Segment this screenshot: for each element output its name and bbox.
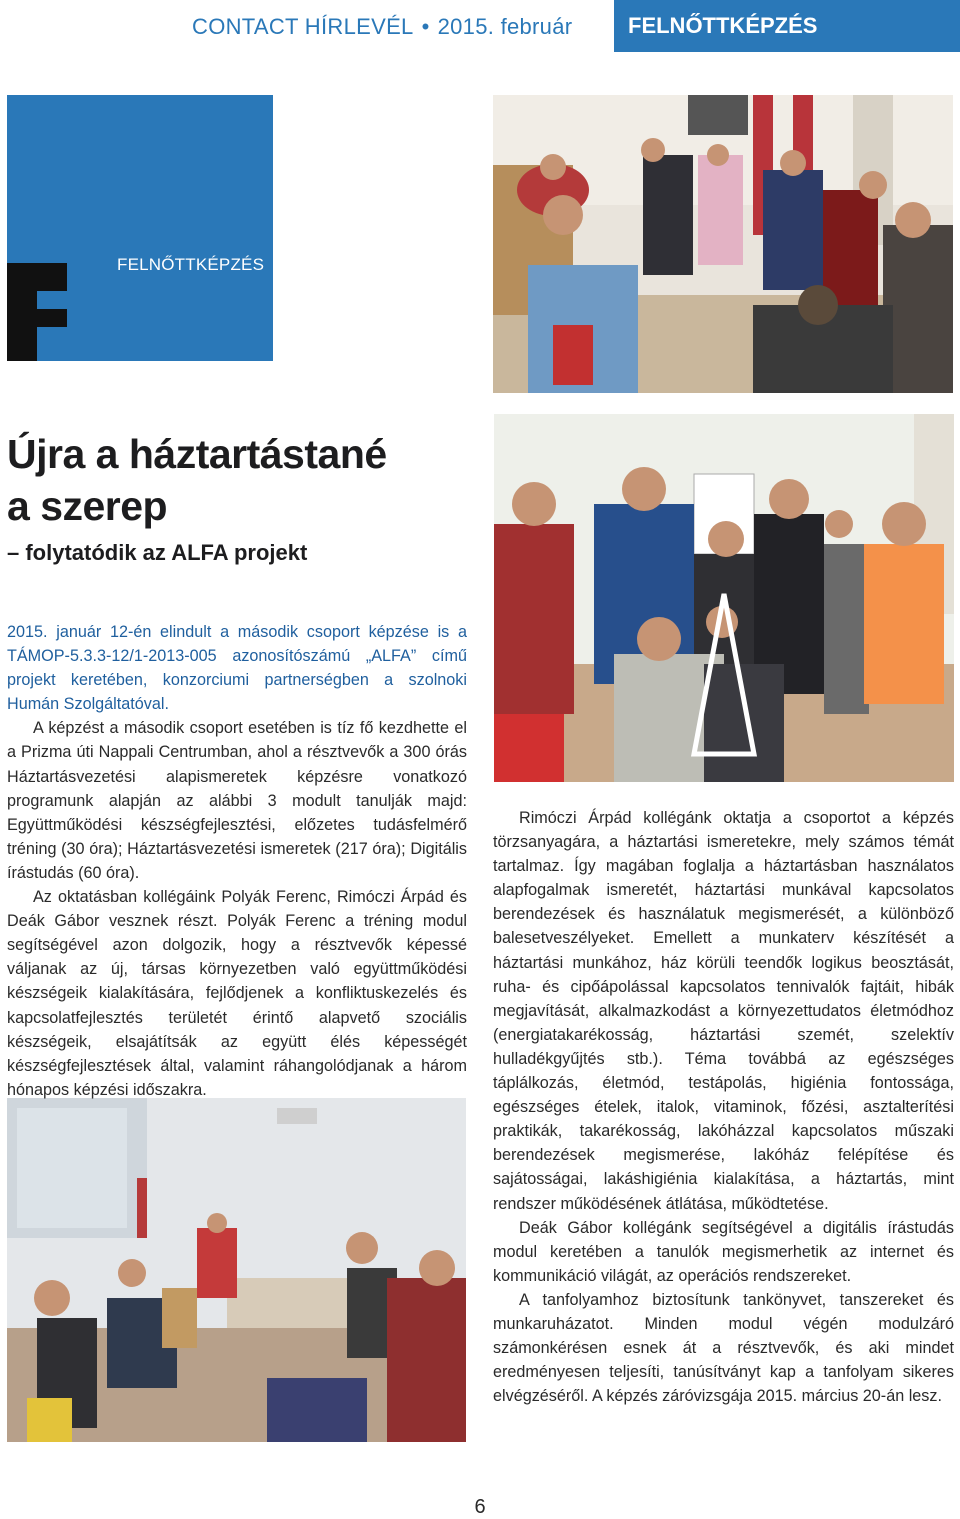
article-subtitle: – folytatódik az ALFA projekt	[7, 540, 308, 565]
right-column	[493, 806, 954, 1408]
section-tag: FELNŐTTKÉPZÉS	[614, 0, 960, 52]
logo-label: FELNŐTTKÉPZÉS	[117, 255, 265, 274]
lead-paragraph: 2015. január 12-én elindult a második csoport képzése is a TÁMOP-5.3.3-12/1-2013-005 azonosítószámú „ALFA” című projekt keretében, konzorciumi partnerségben a szolnoki Humán Szolgáltatóval.	[7, 623, 467, 714]
page-number: 6	[474, 1496, 486, 1518]
photo-classroom	[7, 1098, 466, 1442]
f-letter-icon	[7, 263, 67, 361]
section-logo	[7, 95, 273, 361]
paragraph-4: Deák Gábor kollégánk segítségével a digitális írástudás modul keretében a tanulók megismerhetik az internet és kommunikáció világát, az operációs rendszereket.	[493, 1218, 954, 1285]
publication-header	[192, 12, 572, 42]
issue-date: 2015. február	[437, 14, 573, 39]
paragraph-5: A tanfolyamhoz biztosítunk tankönyvet, tanszereket és munkaruházatot. Minden modul végén modulzáró számonkérésen esnek át a résztvevők, és aki mindet eredményesen teljesíti, tanúsítványt kap a tanfolyam sikeres elvégzéséről. A képzés záróvizsgája 2015. március 20-án lesz.	[493, 1290, 954, 1406]
photo-standing-group	[494, 414, 954, 782]
paragraph-1: A képzést a második csoport esetében is tíz fő kezdhette el a Prizma úti Nappali Centrumban, ahol a résztvevők a 300 órás Háztartásvezetési alapismeretek képzésre vonatkozó programunk alapján az alábbi 3 modult tanulják majd: Együttműködési készségfejlesztési, előzetes tudásfelmérő tréning (30 óra); Háztartásvezetési ismeretek (217 óra); Digitális írástudás (60 óra).	[7, 719, 467, 882]
publication-name: CONTACT HÍRLEVÉL	[192, 14, 414, 39]
left-column	[7, 620, 467, 1102]
title-line-2: a szerep	[7, 483, 168, 529]
title-line-1: Újra a háztartástané	[7, 431, 387, 477]
paragraph-2: Az oktatásban kollégáink Polyák Ferenc, Rimóczi Árpád és Deák Gábor vesznek részt. Polyák Ferenc a tréning modul segítségével azon dolgozik, hogy a résztvevők képessé váljanak az új, társas környezetben való együttműködési készségeik kialakítására, fejlődjenek a konfliktuskezelés és kapcsolatfejlesztés területét érintő alapvető szociális készségeik, elsajátítsák az együtt élés képességét készségfejlesztések által, valamint ráhangolódjanak a három hónapos képzési időszakra.	[7, 888, 467, 1099]
article-title	[7, 428, 477, 532]
photo-seated-group	[493, 95, 953, 393]
paragraph-3: Rimóczi Árpád kollégánk oktatja a csoportot a képzés törzsanyagára, a háztartási ismeretekre, mely számos témát tartalmaz. Így magában foglalja a háztartásban használatos alapfogalmak ismeretét, háztartási munkával kapcsolatos berendezések és használatuk megismerését, a különböző balesetveszélyeket. Emellett a munkaterv készítését a háztartási munkához, ház körüli teendők logikus beosztását, ruha- és cipőápolással kapcsolatos tennivalók fajtáit, hibák megjavítását, alkalmazkodást a környezettudatos életmódhoz (energiatakarékosság, háztartási szemét, szelektív hulladékgyűjtés stb.). Téma továbbá az egészséges táplálkozás, életmód, testápolás, higiénia fontossága, egészséges ételek, italok, vitaminok, főzési, asztalterítési praktikák, takarékosság, lakóházzal kapcsolatos műszaki berendezések megismerése, lakóház felépítése és sajátosságai, lakáshigiénia kialakítása, a háztartás, mint rendszer működésének átlátása, működtetése.	[493, 809, 954, 1213]
header-separator: •	[421, 14, 430, 39]
